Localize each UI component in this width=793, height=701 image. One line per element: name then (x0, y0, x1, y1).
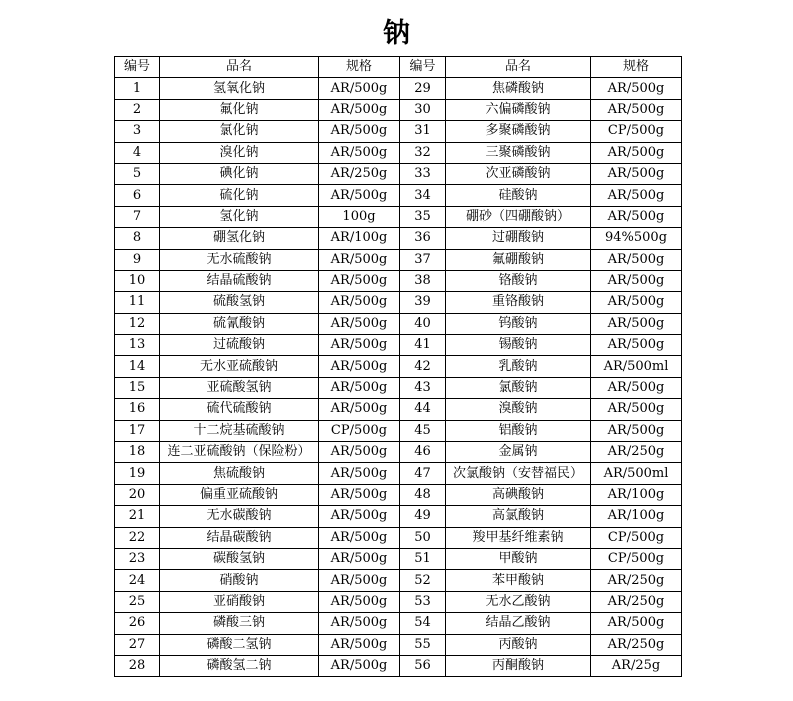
product-table (114, 56, 682, 677)
table-row (115, 163, 682, 184)
item-spec: AR/500g (319, 655, 400, 676)
item-spec: AR/250g (591, 570, 682, 591)
item-name: 十二烷基硫酸钠 (160, 420, 319, 441)
item-name: 氢氧化钠 (160, 78, 319, 99)
item-spec: AR/500g (591, 377, 682, 398)
table-row (115, 634, 682, 655)
item-spec: AR/500g (319, 613, 400, 634)
item-spec: AR/500g (591, 206, 682, 227)
item-spec: AR/500g (319, 185, 400, 206)
item-number: 23 (115, 548, 160, 569)
item-spec: AR/500g (591, 78, 682, 99)
table-row (115, 270, 682, 291)
table-row (115, 99, 682, 120)
item-spec: AR/500g (319, 634, 400, 655)
item-number: 50 (400, 527, 446, 548)
item-number: 43 (400, 377, 446, 398)
item-number: 52 (400, 570, 446, 591)
item-number: 32 (400, 142, 446, 163)
item-number: 45 (400, 420, 446, 441)
table-row (115, 399, 682, 420)
item-name: 溴酸钠 (446, 399, 591, 420)
item-name: 碘化钠 (160, 163, 319, 184)
item-number: 2 (115, 99, 160, 120)
table-row (115, 655, 682, 676)
item-spec: AR/500g (591, 313, 682, 334)
item-spec: AR/500g (319, 399, 400, 420)
table-row (115, 78, 682, 99)
item-number: 28 (115, 655, 160, 676)
item-spec: AR/500g (319, 121, 400, 142)
item-spec: AR/25g (591, 655, 682, 676)
item-spec: AR/500g (591, 335, 682, 356)
item-spec: AR/500g (319, 442, 400, 463)
table-row (115, 463, 682, 484)
item-number: 40 (400, 313, 446, 334)
item-name: 铬酸钠 (446, 270, 591, 291)
item-spec: AR/250g (591, 634, 682, 655)
item-number: 38 (400, 270, 446, 291)
table-row (115, 206, 682, 227)
item-name: 无水亚硫酸钠 (160, 356, 319, 377)
item-name: 重铬酸钠 (446, 292, 591, 313)
header-name-left: 品名 (160, 57, 319, 78)
item-spec: AR/500g (591, 99, 682, 120)
item-number: 15 (115, 377, 160, 398)
item-spec: AR/500g (591, 613, 682, 634)
item-number: 9 (115, 249, 160, 270)
table-row (115, 484, 682, 505)
item-number: 39 (400, 292, 446, 313)
item-spec: AR/500g (319, 249, 400, 270)
item-name: 亚硫酸氢钠 (160, 377, 319, 398)
item-name: 六偏磷酸钠 (446, 99, 591, 120)
table-row (115, 121, 682, 142)
item-name: 结晶碳酸钠 (160, 527, 319, 548)
item-name: 次氯酸钠（安替福民） (446, 463, 591, 484)
item-number: 7 (115, 206, 160, 227)
item-number: 48 (400, 484, 446, 505)
item-name: 高碘酸钠 (446, 484, 591, 505)
item-name: 氟硼酸钠 (446, 249, 591, 270)
item-spec: AR/500g (591, 249, 682, 270)
table-row (115, 292, 682, 313)
table-body (115, 78, 682, 677)
item-spec: AR/100g (319, 228, 400, 249)
item-number: 47 (400, 463, 446, 484)
item-number: 55 (400, 634, 446, 655)
item-spec: AR/500g (319, 591, 400, 612)
item-spec: AR/500g (591, 399, 682, 420)
item-number: 21 (115, 506, 160, 527)
header-number-left: 编号 (115, 57, 160, 78)
item-spec: AR/500g (591, 420, 682, 441)
item-spec: AR/500g (319, 270, 400, 291)
item-name: 氟化钠 (160, 99, 319, 120)
table-row (115, 249, 682, 270)
item-number: 6 (115, 185, 160, 206)
item-number: 5 (115, 163, 160, 184)
table-row (115, 570, 682, 591)
item-name: 焦硫酸钠 (160, 463, 319, 484)
item-spec: AR/500g (319, 313, 400, 334)
item-number: 33 (400, 163, 446, 184)
item-number: 10 (115, 270, 160, 291)
item-name: 丙酮酸钠 (446, 655, 591, 676)
item-spec: AR/250g (591, 442, 682, 463)
header-spec-left: 规格 (319, 57, 400, 78)
item-spec: CP/500g (591, 121, 682, 142)
item-number: 13 (115, 335, 160, 356)
item-spec: AR/500ml (591, 463, 682, 484)
item-name: 过硫酸钠 (160, 335, 319, 356)
item-name: 氯酸钠 (446, 377, 591, 398)
item-number: 11 (115, 292, 160, 313)
item-spec: AR/500ml (591, 356, 682, 377)
item-number: 46 (400, 442, 446, 463)
table-row (115, 313, 682, 334)
item-spec: AR/250g (591, 591, 682, 612)
item-name: 连二亚硫酸钠（保险粉） (160, 442, 319, 463)
table-row (115, 356, 682, 377)
item-name: 硫氰酸钠 (160, 313, 319, 334)
item-name: 无水硫酸钠 (160, 249, 319, 270)
item-spec: AR/500g (319, 548, 400, 569)
item-number: 4 (115, 142, 160, 163)
item-number: 29 (400, 78, 446, 99)
header-name-right: 品名 (446, 57, 591, 78)
item-name: 硼砂（四硼酸钠） (446, 206, 591, 227)
item-spec: 100g (319, 206, 400, 227)
item-number: 20 (115, 484, 160, 505)
table-row (115, 548, 682, 569)
item-number: 41 (400, 335, 446, 356)
item-number: 12 (115, 313, 160, 334)
item-name: 无水碳酸钠 (160, 506, 319, 527)
item-spec: AR/500g (319, 142, 400, 163)
table-row (115, 442, 682, 463)
item-number: 30 (400, 99, 446, 120)
item-spec: AR/500g (319, 78, 400, 99)
item-name: 金属钠 (446, 442, 591, 463)
item-spec: AR/500g (319, 356, 400, 377)
item-name: 羧甲基纤维素钠 (446, 527, 591, 548)
item-spec: AR/100g (591, 484, 682, 505)
item-spec: AR/500g (319, 377, 400, 398)
item-spec: AR/100g (591, 506, 682, 527)
table-row (115, 527, 682, 548)
item-number: 31 (400, 121, 446, 142)
table-row (115, 506, 682, 527)
item-name: 氯化钠 (160, 121, 319, 142)
item-name: 苯甲酸钠 (446, 570, 591, 591)
item-name: 亚硝酸钠 (160, 591, 319, 612)
item-spec: AR/500g (591, 185, 682, 206)
item-number: 37 (400, 249, 446, 270)
table-row (115, 377, 682, 398)
item-name: 磷酸氢二钠 (160, 655, 319, 676)
item-name: 乳酸钠 (446, 356, 591, 377)
item-name: 钨酸钠 (446, 313, 591, 334)
item-name: 硼氢化钠 (160, 228, 319, 249)
item-spec: AR/500g (319, 292, 400, 313)
item-number: 14 (115, 356, 160, 377)
item-name: 磷酸二氢钠 (160, 634, 319, 655)
item-number: 1 (115, 78, 160, 99)
item-number: 27 (115, 634, 160, 655)
item-name: 硝酸钠 (160, 570, 319, 591)
item-name: 结晶乙酸钠 (446, 613, 591, 634)
item-name: 多聚磷酸钠 (446, 121, 591, 142)
item-name: 丙酸钠 (446, 634, 591, 655)
item-name: 无水乙酸钠 (446, 591, 591, 612)
item-number: 35 (400, 206, 446, 227)
item-name: 碳酸氢钠 (160, 548, 319, 569)
table-row (115, 185, 682, 206)
item-number: 18 (115, 442, 160, 463)
item-spec: AR/500g (319, 463, 400, 484)
table-row (115, 142, 682, 163)
item-number: 56 (400, 655, 446, 676)
item-number: 25 (115, 591, 160, 612)
item-spec: CP/500g (591, 527, 682, 548)
header-number-right: 编号 (400, 57, 446, 78)
table-row (115, 335, 682, 356)
item-number: 17 (115, 420, 160, 441)
item-name: 三聚磷酸钠 (446, 142, 591, 163)
item-name: 焦磷酸钠 (446, 78, 591, 99)
item-number: 44 (400, 399, 446, 420)
item-number: 22 (115, 527, 160, 548)
item-name: 次亚磷酸钠 (446, 163, 591, 184)
item-number: 53 (400, 591, 446, 612)
item-spec: AR/500g (319, 506, 400, 527)
item-number: 51 (400, 548, 446, 569)
item-number: 24 (115, 570, 160, 591)
item-number: 34 (400, 185, 446, 206)
table-row (115, 591, 682, 612)
item-spec: AR/500g (319, 335, 400, 356)
item-name: 锡酸钠 (446, 335, 591, 356)
item-name: 过硼酸钠 (446, 228, 591, 249)
item-spec: AR/500g (591, 292, 682, 313)
item-spec: AR/500g (319, 570, 400, 591)
item-number: 8 (115, 228, 160, 249)
item-number: 19 (115, 463, 160, 484)
item-number: 3 (115, 121, 160, 142)
item-name: 氢化钠 (160, 206, 319, 227)
item-number: 54 (400, 613, 446, 634)
table-row (115, 613, 682, 634)
item-spec: CP/500g (319, 420, 400, 441)
item-name: 磷酸三钠 (160, 613, 319, 634)
item-spec: AR/500g (319, 484, 400, 505)
item-name: 甲酸钠 (446, 548, 591, 569)
item-number: 26 (115, 613, 160, 634)
item-name: 硫化钠 (160, 185, 319, 206)
item-spec: CP/500g (591, 548, 682, 569)
page-title: 钠 (383, 18, 410, 49)
item-number: 16 (115, 399, 160, 420)
table-row (115, 228, 682, 249)
item-spec: AR/500g (591, 163, 682, 184)
table-row (115, 420, 682, 441)
item-number: 42 (400, 356, 446, 377)
item-number: 36 (400, 228, 446, 249)
item-name: 硅酸钠 (446, 185, 591, 206)
item-name: 溴化钠 (160, 142, 319, 163)
item-spec: AR/500g (591, 142, 682, 163)
item-name: 高氯酸钠 (446, 506, 591, 527)
item-number: 49 (400, 506, 446, 527)
item-name: 硫酸氢钠 (160, 292, 319, 313)
item-spec: AR/500g (319, 527, 400, 548)
table-header-row (115, 57, 682, 78)
item-name: 铝酸钠 (446, 420, 591, 441)
item-spec: 94%500g (591, 228, 682, 249)
item-name: 偏重亚硫酸钠 (160, 484, 319, 505)
header-spec-right: 规格 (591, 57, 682, 78)
item-spec: AR/500g (591, 270, 682, 291)
item-name: 硫代硫酸钠 (160, 399, 319, 420)
item-spec: AR/500g (319, 99, 400, 120)
item-name: 结晶硫酸钠 (160, 270, 319, 291)
item-spec: AR/250g (319, 163, 400, 184)
